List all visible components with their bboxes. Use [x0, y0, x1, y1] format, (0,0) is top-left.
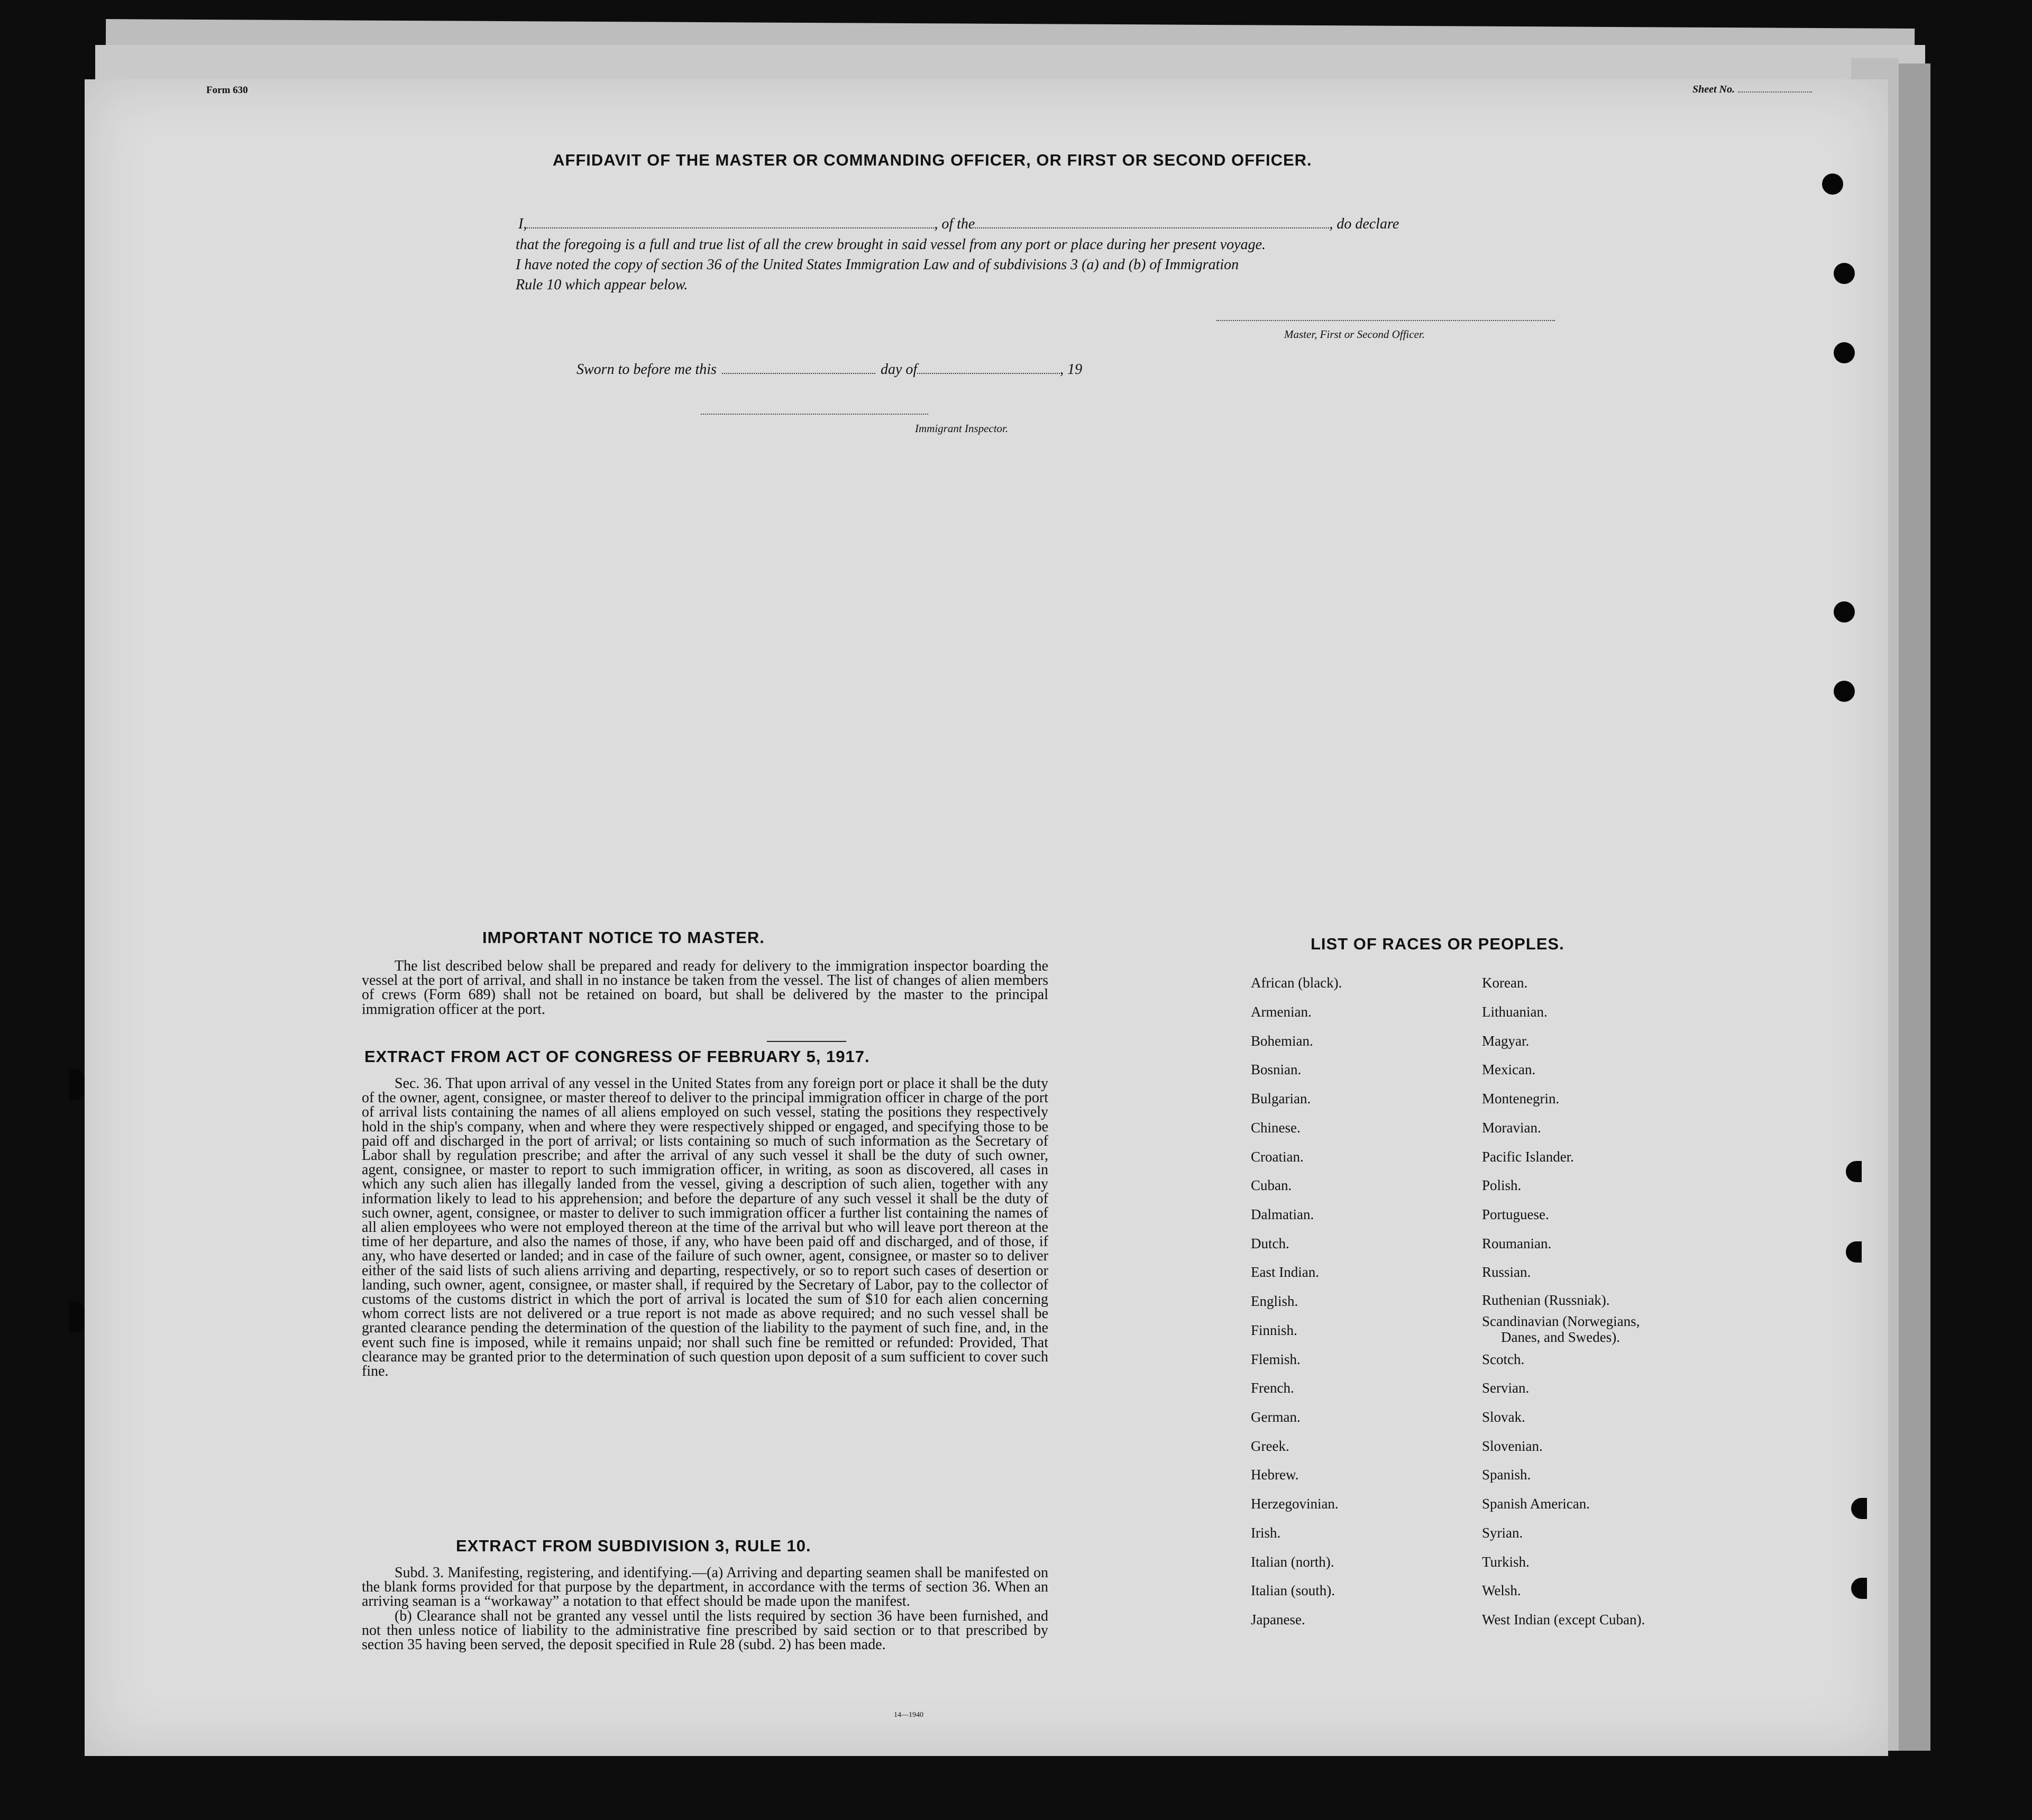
race-item: Finnish. — [1251, 1322, 1297, 1338]
officer-signature-line — [1216, 320, 1555, 321]
race-item: Portuguese. — [1482, 1206, 1549, 1222]
race-item: Scandinavian (Norwegians, — [1482, 1313, 1640, 1329]
race-item: East Indian. — [1251, 1264, 1319, 1280]
race-item: West Indian (except Cuban). — [1482, 1612, 1645, 1627]
race-item: Ruthenian (Russniak). — [1482, 1292, 1610, 1308]
race-item: Spanish American. — [1482, 1496, 1590, 1512]
race-item: Roumanian. — [1482, 1236, 1552, 1251]
race-item-continued: Danes, and Swedes). — [1501, 1329, 1620, 1345]
race-item: Italian (south). — [1251, 1583, 1335, 1598]
race-item: Greek. — [1251, 1438, 1289, 1454]
notice-text: The list described below shall be prepared and ready for delivery to the immigration inspector boarding the vessel at the port of arrival, and shall in no instance be taken from the vessel. The list of changes of alien members of crews (Form 689) shall not be retained on board, but shall be delivered by the master to the principal immigration officer at the port. — [362, 958, 1048, 1018]
declaration-line-1 — [518, 216, 1399, 233]
race-item: Bohemian. — [1251, 1033, 1313, 1049]
sworn-day-blank — [722, 373, 875, 374]
sheet-number-blank — [1738, 92, 1812, 93]
declaration-line-3: I have noted the copy of section 36 of the United States Immigration Law and of subdivisions 3 (a) and (b) of Immigration — [516, 257, 1239, 273]
declaration-do-declare: , do declare — [1329, 216, 1399, 232]
race-item: Croatian. — [1251, 1149, 1304, 1165]
notice-text-block — [362, 959, 1048, 1017]
race-item: Scotch. — [1482, 1351, 1525, 1367]
race-item: Hebrew. — [1251, 1467, 1299, 1483]
binder-hole — [1834, 342, 1855, 363]
race-item: Dalmatian. — [1251, 1206, 1314, 1222]
race-item: Herzegovinian. — [1251, 1496, 1339, 1512]
race-item: Cuban. — [1251, 1177, 1292, 1193]
sworn-year: , 19 — [1060, 361, 1083, 378]
race-item: Japanese. — [1251, 1612, 1305, 1627]
race-item: Montenegrin. — [1482, 1091, 1560, 1106]
sheet-number-field — [1692, 84, 1812, 96]
race-item: Chinese. — [1251, 1120, 1301, 1136]
race-item: Dutch. — [1251, 1236, 1289, 1251]
race-item: Irish. — [1251, 1525, 1281, 1541]
affidavit-title: AFFIDAVIT OF THE MASTER OR COMMANDING OFFICER, OR FIRST OR SECOND OFFICER. — [553, 151, 1312, 169]
race-item: Magyar. — [1482, 1033, 1530, 1049]
officer-name-blank — [527, 227, 934, 228]
sheet-number-label: Sheet No. — [1692, 84, 1735, 95]
race-item: Spanish. — [1482, 1467, 1531, 1483]
race-item: English. — [1251, 1293, 1298, 1309]
declaration-i-label: I, — [518, 216, 527, 232]
binder-hole — [1834, 681, 1855, 702]
race-item: Bulgarian. — [1251, 1091, 1311, 1106]
race-item: Russian. — [1482, 1264, 1531, 1280]
race-item: Lithuanian. — [1482, 1004, 1548, 1020]
race-item: German. — [1251, 1409, 1301, 1425]
officer-signature-label: Master, First or Second Officer. — [1284, 328, 1425, 341]
sworn-day-of: day of — [880, 361, 918, 378]
race-item: Mexican. — [1482, 1062, 1536, 1077]
declaration-line-4: Rule 10 which appear below. — [516, 277, 688, 293]
form-number: Form 630 — [206, 85, 248, 96]
act-extract-text: Sec. 36. That upon arrival of any vessel in the United States from any foreign port or place it shall be the duty of the owner, agent, consignee, or master thereof to deliver to the principal immigration officer in charge of the port of arrival lists containing the names of all aliens employed on such vessel, stating the positions they respectively hold in the ship's company, when and where they were respectively shipped or engaged, and specifying those to be paid off and discharged in the port of arrival; or lists containing so much of such information as the Secretary of Labor shall by regulation prescribe; and after the arrival of any such vessel it shall be the duty of such owner, agent, consignee, or master to report to such immigration officer, in writing, as soon as discovered, all cases in which any such alien has illegally landed from the vessel, giving a description of such alien, together with any information likely to lead to his apprehension; and before the departure of any such vessel it shall be the duty of such owner, agent, consignee, or master to deliver to such immigration officer a further list containing the names of all alien employees who were not employed thereon at the time of the arrival but who will leave port thereon at the time of her departure, and also the names of those, if any, who have been paid off and discharged, and of those, if any, who have deserted or landed; and in case of the failure of such owner, agent, consignee, or master so to deliver either of the said lists of such aliens arriving and departing, respectively, or so to report such cases of desertion or landing, such owner, agent, consignee, or master shall, if required by the Secretary of Labor, pay to the collector of customs of the customs district in which the port of arrival is located the sum of $10 for each alien concerning whom correct lists are not delivered or a true report is not made as above required; and no such vessel shall be granted clearance pending the determination of the question of the liability to the payment of such fine, and, in the event such fine is imposed, while it remains unpaid; nor shall such fine be remitted or refunded: Provided, That clearance may be granted prior to the determination of such question upon deposit of a sum sufficient to cover such fine. — [362, 1075, 1048, 1380]
sworn-line — [576, 361, 1082, 378]
race-item: Slovenian. — [1482, 1438, 1543, 1454]
race-item: Pacific Islander. — [1482, 1149, 1574, 1165]
race-item: Welsh. — [1482, 1583, 1521, 1598]
binder-hole — [1834, 601, 1855, 623]
sworn-label: Sworn to before me this — [576, 361, 717, 378]
race-item: Syrian. — [1482, 1525, 1523, 1541]
document-sheet — [85, 79, 1888, 1756]
rule-extract-block — [362, 1566, 1048, 1652]
act-extract-title: EXTRACT FROM ACT OF CONGRESS OF FEBRUARY 5, 1917. — [364, 1047, 870, 1066]
binder-tab — [69, 1301, 85, 1333]
race-item: Slovak. — [1482, 1409, 1525, 1425]
race-item: Polish. — [1482, 1177, 1522, 1193]
inspector-signature-line — [701, 414, 928, 415]
binder-tab — [69, 1068, 85, 1100]
race-item: Italian (north). — [1251, 1554, 1334, 1570]
race-item: Turkish. — [1482, 1554, 1530, 1570]
act-extract-block — [362, 1076, 1048, 1378]
vessel-name-blank — [975, 227, 1329, 228]
race-item: French. — [1251, 1380, 1294, 1396]
declaration-of-the: , of the — [934, 216, 975, 232]
race-item: Moravian. — [1482, 1120, 1541, 1136]
race-item: African (black). — [1251, 975, 1342, 991]
binder-hole — [1834, 263, 1855, 284]
notice-rule — [767, 1041, 846, 1042]
binder-hole — [1822, 173, 1843, 195]
race-item: Flemish. — [1251, 1351, 1301, 1367]
notice-title: IMPORTANT NOTICE TO MASTER. — [482, 928, 765, 947]
race-item: Armenian. — [1251, 1004, 1312, 1020]
rule-extract-title: EXTRACT FROM SUBDIVISION 3, RULE 10. — [456, 1537, 811, 1555]
race-item: Bosnian. — [1251, 1062, 1302, 1077]
print-code: 14—1940 — [894, 1711, 923, 1719]
sworn-month-blank — [917, 373, 1060, 374]
rule-extract-text-a: Subd. 3. Manifesting, registering, and identifying.—(a) Arriving and departing seamen shall be manifested on the blank forms provided for that purpose by the department, in accordance with the terms of section 36. When an arriving seaman is a “workaway” a notation to that effect should be made upon the manifest. — [362, 1565, 1048, 1610]
races-title: LIST OF RACES OR PEOPLES. — [1311, 935, 1564, 953]
declaration-line-2: that the foregoing is a full and true list of all the crew brought in said vessel from any port or place during her present voyage. — [516, 236, 1266, 253]
race-item: Korean. — [1482, 975, 1528, 991]
inspector-signature-label: Immigrant Inspector. — [915, 422, 1009, 435]
race-item: Servian. — [1482, 1380, 1530, 1396]
rule-extract-text-b: (b) Clearance shall not be granted any vessel until the lists required by section 36 have been furnished, and not then unless notice of liability to the administrative fine prescribed by said section or to that prescribed by section 35 having been served, the deposit specified in Rule 28 (subd. 2) has been made. — [362, 1607, 1048, 1653]
